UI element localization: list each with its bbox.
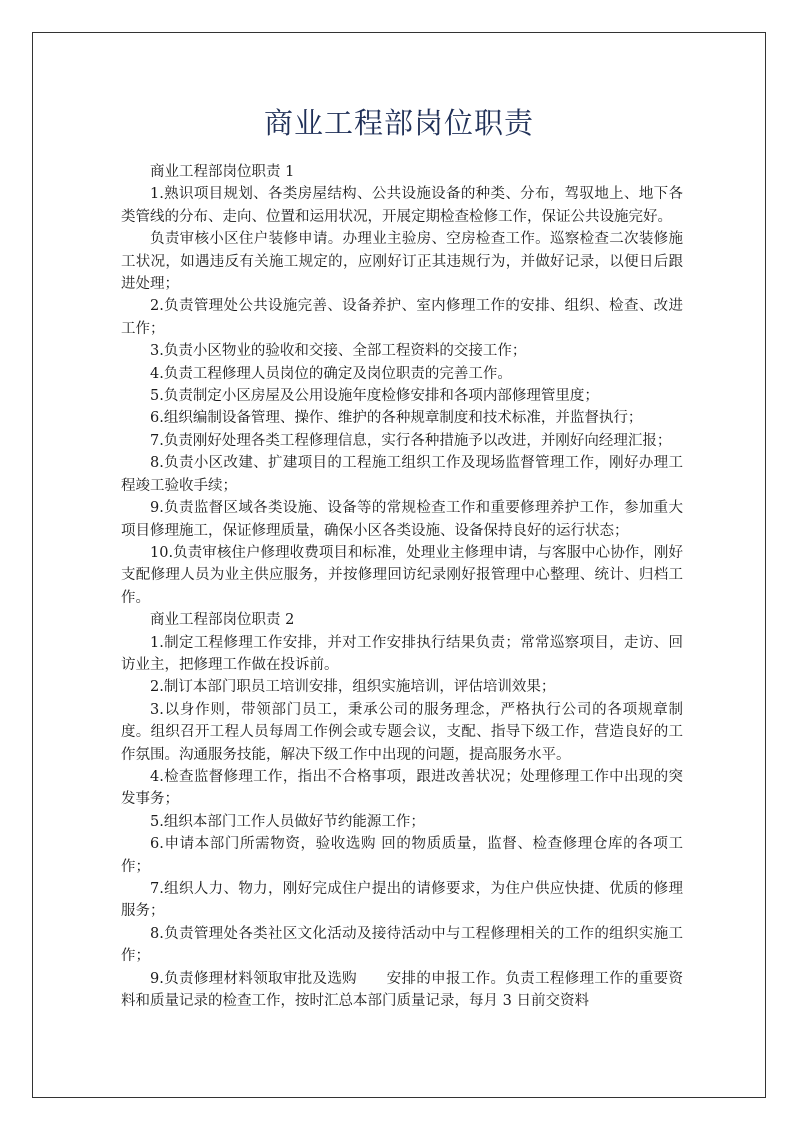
section-heading-1: 商业工程部岗位职责 1 <box>150 164 295 180</box>
document-body <box>121 161 683 1012</box>
paragraph: 9.负责修理材料领取审批及选购 安排的申报工作。负责工程修理工作的重要资料和质量记录的检查工作，按时汇总本部门质量记录，每月 3 日前交资料 <box>121 970 683 1010</box>
paragraph: 1.熟识项目规划、各类房屋结构、公共设施设备的种类、分布，驾驭地上、地下各类管线的分布、走向、位置和运用状况，开展定期检查检修工作，保证公共设施完好。 <box>121 186 683 225</box>
paragraph: 6.申请本部门所需物资，验收选购 回的物质质量，监督、检查修理仓库的各项工作； <box>121 836 683 875</box>
paragraph: 5.负责制定小区房屋及公用设施年度检修安排和各项内部修理管里度； <box>150 388 599 405</box>
paragraph: 6.组织编制设备管理、操作、维护的各种规章制度和技术标准，并监督执行； <box>150 410 643 427</box>
document-title: 商业工程部岗位职责 <box>263 106 534 140</box>
paragraph: 10.负责审核住户修理收费项目和标准，处理业主修理申请，与客服中心协作，刚好支配修理人员为业主供应服务，并按修理回访纪录刚好报管理中心整理、统计、归档工作。 <box>121 544 683 606</box>
paragraph: 4.检查监督修理工作，指出不合格事项，跟进改善状况；处理修理工作中出现的突发事务； <box>121 768 683 808</box>
paragraph: 3.以身作则，带领部门员工，秉承公司的服务理念，严格执行公司的各项规章制度。组织召开工程人员每周工作例会或专题会议，支配、指导下级工作，营造良好的工作氛围。沟通服务技能，解决下级工作中出现的问题，提高服务水平。 <box>121 701 683 763</box>
paragraph: 4.负责工程修理人员岗位的确定及岗位职责的完善工作。 <box>150 365 512 382</box>
paragraph: 8.负责小区改建、扩建项目的工程施工组织工作及现场监督管理工作，刚好办理工程竣工验收手续； <box>121 455 683 494</box>
section-heading-2: 商业工程部岗位职责 2 <box>150 612 295 629</box>
paragraph: 7.组织人力、物力，刚好完成住户提出的请修要求，为住户供应快捷、优质的修理服务； <box>121 881 683 920</box>
paragraph: 8.负责管理处各类社区文化活动及接待活动中与工程修理相关的工作的组织实施工作； <box>121 925 683 965</box>
paragraph: 负责审核小区住户装修申请。办理业主验房、空房检查工作。巡察检查二次装修施工状况，如遇违反有关施工规定的，应刚好订正其违规行为，并做好记录，以便日后跟进处理； <box>121 231 683 293</box>
paragraph: 1.制定工程修理工作安排，并对工作安排执行结果负责；常常巡察项目，走访、回访业主，把修理工作做在投诉前。 <box>121 634 683 673</box>
paragraph: 7.负责刚好处理各类工程修理信息，实行各种措施予以改进，并刚好向经理汇报； <box>150 432 672 449</box>
paragraph: 2.负责管理处公共设施完善、设备养护、室内修理工作的安排、组织、检查、改进工作； <box>121 298 683 337</box>
paragraph: 9.负责监督区域各类设施、设备等的常规检查工作和重要修理养护工作，参加重大项目修理施工，保证修理质量，确保小区各类设施、设备保持良好的运行状态； <box>121 500 683 539</box>
paragraph: 3.负责小区物业的验收和交接、全部工程资料的交接工作； <box>150 343 527 360</box>
page-frame <box>32 32 766 1098</box>
paragraph: 2.制订本部门职员工培训安排，组织实施培训，评估培训效果； <box>150 679 556 696</box>
paragraph: 5.组织本部门工作人员做好节约能源工作； <box>150 813 425 830</box>
